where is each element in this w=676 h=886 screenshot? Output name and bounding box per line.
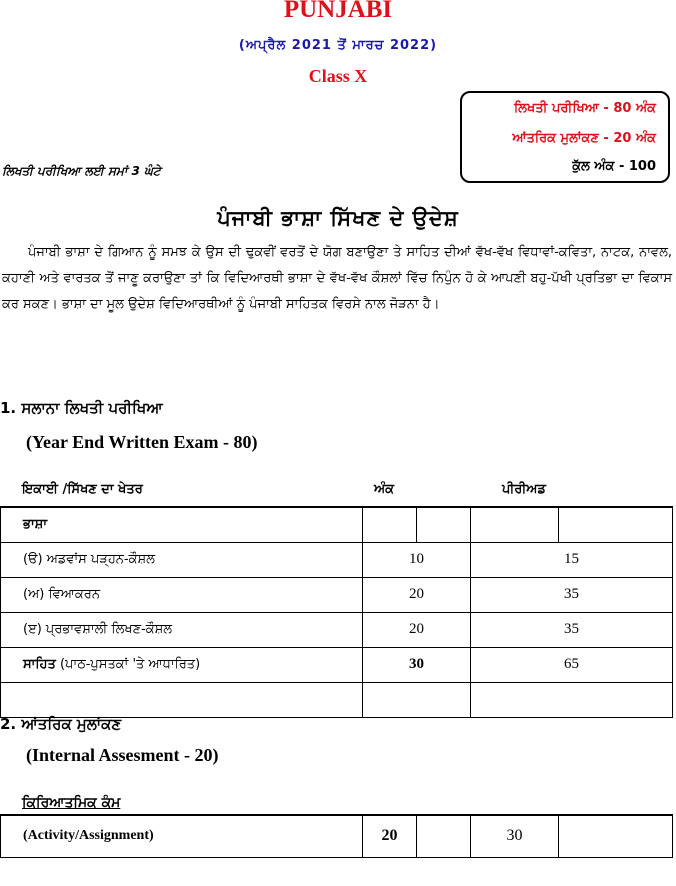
row-marks: 30 <box>363 647 471 682</box>
time-note: ਲਿਖਤੀ ਪਰੀਖਿਆ ਲਈ ਸਮਾਂ 3 ਘੰਟੇ <box>2 164 161 178</box>
table-row <box>1 682 673 717</box>
col-header-area: ਇਕਾਈ /ਸਿੱਖਣ ਦਾ ਖੇਤਰ <box>22 482 143 497</box>
table-row <box>1 507 673 542</box>
written-exam-table <box>0 506 673 718</box>
section1-subheading: (Year End Written Exam - 80) <box>26 432 258 452</box>
row-label: (Activity/Assignment) <box>1 815 363 857</box>
internal-marks: ਆਂਤਰਿਕ ਮੁਲਾਂਕਣ - 20 ਅੰਕ <box>512 131 656 146</box>
row-marks: 20 <box>363 577 471 612</box>
row-periods: 15 <box>471 542 673 577</box>
activity-label: ਕਿਰਿਆਤਮਿਕ ਕੰਮ <box>22 795 121 811</box>
objectives-heading: ਪੰਜਾਬੀ ਭਾਸ਼ਾ ਸਿੱਖਣ ਦੇ ਉਦੇਸ਼ <box>217 206 459 230</box>
total-marks: ਕੁੱਲ ਅੰਕ - 100 <box>572 159 656 174</box>
table-row <box>1 542 673 577</box>
row-label-bold: ਸਾਹਿਤ <box>23 657 56 672</box>
row-marks: 10 <box>363 542 471 577</box>
table-row <box>1 647 673 682</box>
col-header-marks: ਅੰਕ <box>374 482 395 497</box>
row-label <box>1 647 363 682</box>
row-label: ਭਾਸ਼ਾ <box>1 507 363 542</box>
section2-heading: 2. ਆਂਤਰਿਕ ਮੁਲਾਂਕਣ <box>0 715 122 733</box>
marks-box <box>460 91 670 183</box>
row-marks: 20 <box>363 612 471 647</box>
row-periods: 30 <box>471 815 559 857</box>
table-row <box>1 815 673 857</box>
table-row <box>1 612 673 647</box>
internal-assessment-table <box>0 814 673 858</box>
objectives-paragraph: ਪੰਜਾਬੀ ਭਾਸ਼ਾ ਦੇ ਗਿਆਨ ਨੂੰ ਸਮਝ ਕੇ ਉਸ ਦੀ ਢੁਕਵੀਂ ਵਰਤੋਂ ਦੇ ਯੋਗ ਬਣਾਉਣਾ ਤੇ ਸਾਹਿਤ ਦੀਆਂ ਵੱਖ-ਵੱਖ ਵਿਧਾਵਾਂ-ਕਵਿਤਾ, ਨਾਟਕ, ਨਾਵਲ, ਕਹਾਣੀ ਅਤੇ ਵਾਰਤਕ ਤੋਂ ਜਾਣੂ ਕਰਾਉਣਾ ਤਾਂ ਕਿ ਵਿਦਿਆਰਥੀ ਭਾਸ਼ਾ ਦੇ ਵੱਖ-ਵੱਖ ਕੌਸ਼ਲਾਂ ਵਿੱਚ ਨਿਪੁੰਨ ਹੋ ਕੇ ਆਪਣੀ ਬਹੁ-ਪੱਖੀ ਪ੍ਰਤਿਭਾ ਦਾ ਵਿਕਾਸ ਕਰ ਸਕਣ। ਭਾਸ਼ਾ ਦਾ ਮੂਲ ਉਦੇਸ਼ ਵਿਦਿਆਰਥੀਆਂ ਨੂੰ ਪੰਜਾਬੀ ਸਾਹਿਤਕ ਵਿਰਸੇ ਨਾਲ ਜੋੜਨਾ ਹੈ। <box>2 245 672 312</box>
page-title: PUNJABI <box>283 0 393 23</box>
row-label-note: (ਪਾਠ-ਪੁਸਤਕਾਂ 'ਤੇ ਆਧਾਰਿਤ) <box>60 657 201 672</box>
written-marks: ਲਿਖਤੀ ਪਰੀਖਿਆ - 80 ਅੰਕ <box>513 101 656 116</box>
table-row <box>1 577 673 612</box>
section1-heading: 1. ਸਲਾਨਾ ਲਿਖਤੀ ਪਰੀਖਿਆ <box>0 399 163 417</box>
class-label: Class X <box>308 66 368 86</box>
section2-subheading: (Internal Assesment - 20) <box>26 745 219 765</box>
row-label: (ਅ) ਵਿਆਕਰਨ <box>1 577 363 612</box>
row-marks: 20 <box>363 815 417 857</box>
session-range: (ਅਪ੍ਰੈਲ 2021 ਤੋਂ ਮਾਰਚ 2022) <box>238 38 438 53</box>
row-label: (ੳ) ਅਡਵਾਂਸ ਪੜ੍ਹਨ-ਕੌਸ਼ਲ <box>1 542 363 577</box>
col-header-periods: ਪੀਰੀਅਡ <box>502 482 546 497</box>
row-periods: 35 <box>471 577 673 612</box>
row-label: (ੲ) ਪ੍ਰਭਾਵਸ਼ਾਲੀ ਲਿਖਣ-ਕੌਸ਼ਲ <box>1 612 363 647</box>
row-periods: 65 <box>471 647 673 682</box>
row-periods: 35 <box>471 612 673 647</box>
